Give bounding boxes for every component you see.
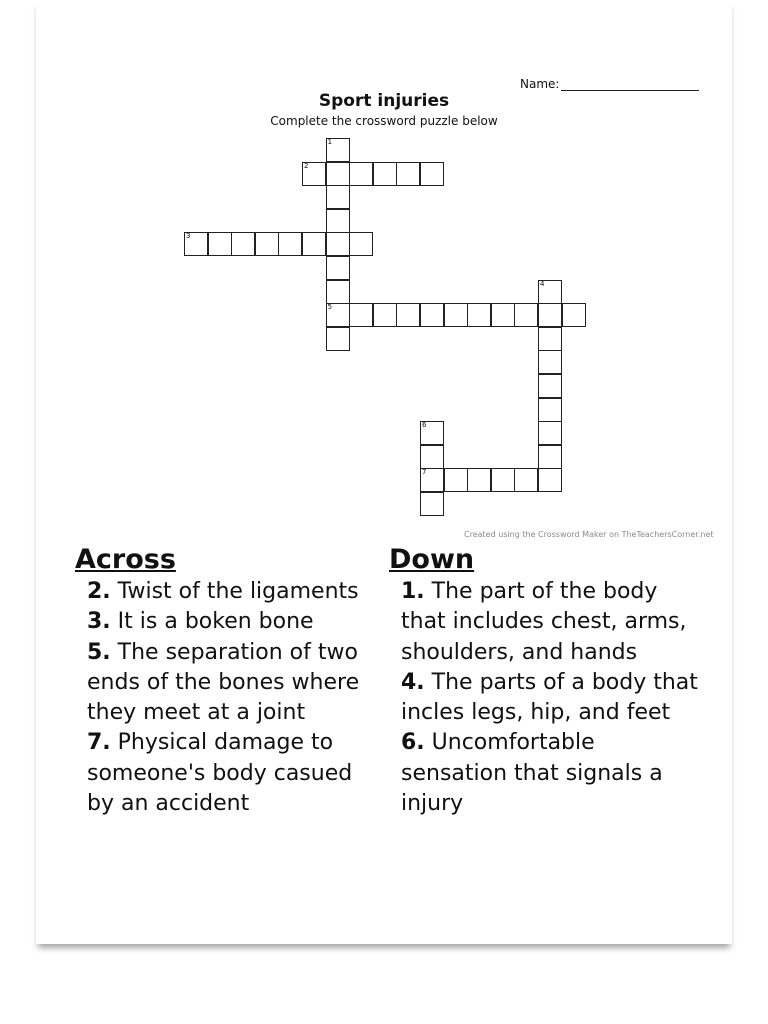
down-clue-1 <box>401 577 699 668</box>
clue-text: Twist of the ligaments <box>110 579 359 604</box>
cell-number: 7 <box>422 468 427 477</box>
crossword-cell[interactable] <box>302 162 326 186</box>
across-clue-7 <box>87 728 375 819</box>
clue-number: 2. <box>87 579 111 604</box>
crossword-cell[interactable] <box>420 162 444 186</box>
clue-text: It is a boken bone <box>110 609 314 635</box>
crossword-cell[interactable] <box>278 232 302 256</box>
crossword-cell[interactable] <box>538 398 562 422</box>
crossword-cell[interactable] <box>538 350 562 374</box>
clue-number: 3. <box>87 609 111 635</box>
down-clue-6 <box>401 728 699 819</box>
cell-number: 2 <box>304 161 309 170</box>
down-clue-4 <box>401 668 699 729</box>
crossword-cell[interactable] <box>208 232 232 256</box>
clue-number: 1. <box>401 579 425 604</box>
crossword-cell[interactable] <box>326 162 350 186</box>
clue-text: The parts of a body that incles legs, hip, and feet <box>401 669 698 726</box>
cell-number: 6 <box>422 421 427 430</box>
across-clue-2 <box>87 577 375 607</box>
clue-text: The part of the body that includes chest, arms, shoulders, and hands <box>401 579 687 665</box>
page-subtitle: Complete the crossword puzzle below <box>270 114 498 128</box>
across-clues <box>75 543 375 819</box>
crossword-cell[interactable] <box>538 303 562 327</box>
credit-text: Created using the Crossword Maker on TheTeachersCorner.net <box>464 530 714 539</box>
crossword-cell[interactable] <box>373 303 397 327</box>
crossword-cell[interactable] <box>514 303 538 327</box>
crossword-cell[interactable] <box>491 303 515 327</box>
cell-number: 1 <box>327 138 333 146</box>
crossword-cell[interactable] <box>420 492 444 516</box>
crossword-cell[interactable] <box>420 303 444 327</box>
crossword-cell[interactable] <box>467 468 491 492</box>
crossword-cell[interactable] <box>184 232 208 256</box>
page-title: Sport injuries <box>318 91 450 111</box>
crossword-cell[interactable] <box>326 256 350 280</box>
cell-number: 4 <box>540 279 545 288</box>
crossword-cell[interactable] <box>349 303 373 327</box>
crossword-cell[interactable] <box>396 162 420 186</box>
crossword-cell[interactable] <box>302 232 326 256</box>
clue-number: 4. <box>401 669 425 695</box>
crossword-cell[interactable] <box>349 232 373 256</box>
crossword-cell[interactable] <box>491 468 515 492</box>
crossword-cell[interactable] <box>444 468 468 492</box>
clue-number: 6. <box>401 730 425 756</box>
crossword-cell[interactable] <box>231 232 255 256</box>
down-clue-list <box>389 577 699 819</box>
down-heading: Down <box>389 544 475 575</box>
cell-number: 3 <box>186 232 191 241</box>
crossword-cell[interactable] <box>514 468 538 492</box>
crossword-cell[interactable] <box>538 280 562 304</box>
across-heading: Across <box>75 544 176 575</box>
crossword-cell[interactable] <box>420 445 444 469</box>
clue-text: Physical damage to someone's body casued by an accident <box>87 730 353 817</box>
cell-number: 5 <box>327 303 333 312</box>
crossword-cell[interactable] <box>420 468 444 492</box>
crossword-cell[interactable] <box>396 303 420 327</box>
across-clue-3 <box>87 607 375 637</box>
crossword-cell[interactable] <box>326 185 350 209</box>
clue-number: 5. <box>87 639 111 665</box>
down-clues <box>389 543 699 819</box>
crossword-cell[interactable] <box>255 232 279 256</box>
across-clue-list <box>75 577 375 819</box>
crossword-cell[interactable] <box>538 327 562 351</box>
crossword-cell[interactable] <box>538 374 562 398</box>
crossword-cell[interactable] <box>538 468 562 492</box>
crossword-cell[interactable] <box>326 209 350 233</box>
clue-number: 7. <box>87 730 111 756</box>
crossword-cell[interactable] <box>326 138 350 162</box>
crossword-cell[interactable] <box>326 280 350 304</box>
crossword-cell[interactable] <box>349 162 373 186</box>
crossword-cell[interactable] <box>467 303 491 327</box>
crossword-cell[interactable] <box>538 421 562 445</box>
crossword-cell[interactable] <box>562 303 586 327</box>
crossword-cell[interactable] <box>420 421 444 445</box>
crossword-cell[interactable] <box>373 162 397 186</box>
crossword-cell[interactable] <box>538 445 562 469</box>
crossword-cell[interactable] <box>326 232 350 256</box>
crossword-cell[interactable] <box>444 303 468 327</box>
across-clue-5 <box>87 638 375 729</box>
clue-text: The separation of two ends of the bones where they meet at a joint <box>87 639 360 726</box>
crossword-cell[interactable] <box>326 327 350 351</box>
crossword-cell[interactable] <box>326 303 350 327</box>
name-label: Name: <box>520 77 560 91</box>
clue-text: Uncomfortable sensation that signals a injury <box>401 730 663 817</box>
